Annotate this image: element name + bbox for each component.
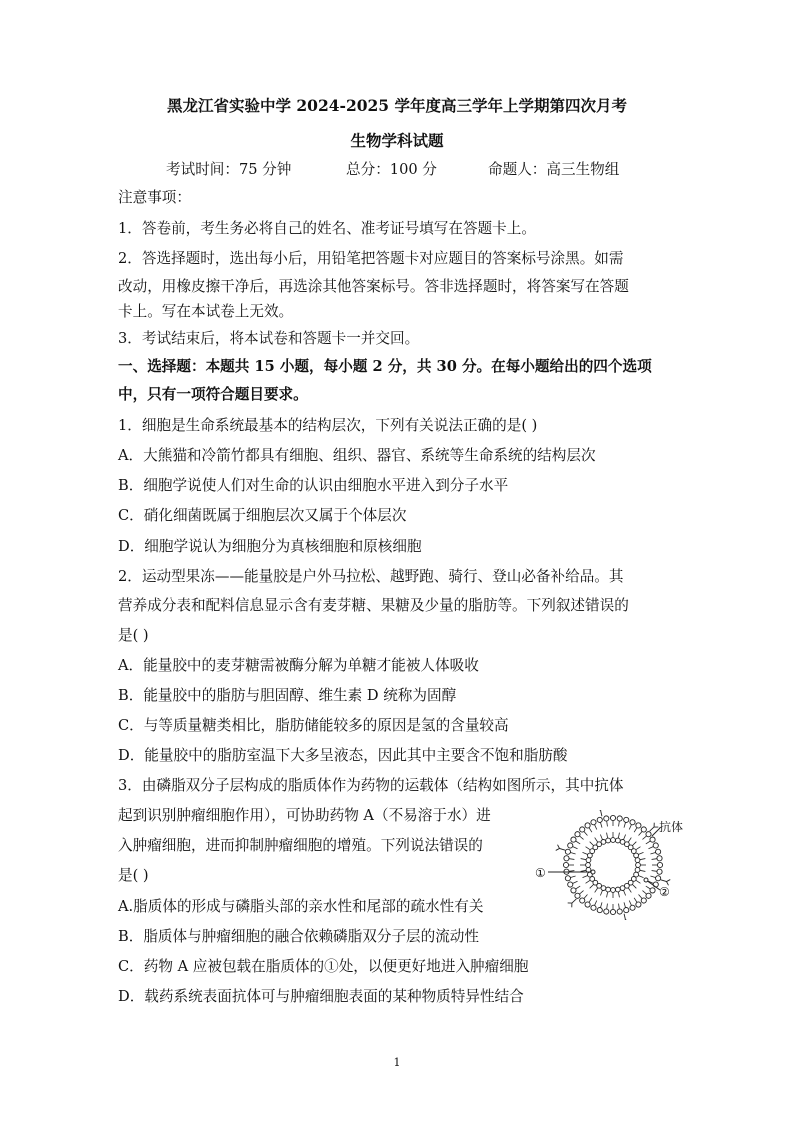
phospholipid-head (610, 815, 615, 820)
antibody-mark (650, 823, 659, 831)
phospholipid-head (586, 858, 591, 863)
phospholipid-head (624, 908, 629, 913)
phospholipid-head (606, 887, 611, 892)
q3-stem-line3: 入肿瘤细胞，进而抑制肿瘤细胞的增殖。下列说法错误的 (118, 837, 483, 854)
exam-time: 考试时间：75 分钟 (166, 161, 292, 178)
q1-option-a: A．大熊猫和冷箭竹都具有细胞、组织、器官、系统等生命系统的结构层次 (118, 447, 596, 464)
phospholipid-head (656, 876, 661, 881)
exam-title: 黑龙江省实验中学 2024-2025 学年度高三学年上学期第四次月考 (166, 96, 627, 115)
liposome-figure (528, 810, 698, 920)
phospholipid-head (610, 909, 615, 914)
phospholipid-head (565, 849, 570, 854)
phospholipid-head (617, 909, 622, 914)
phospholipid-head (636, 823, 641, 828)
label-2: ② (659, 885, 670, 899)
phospholipid-head (585, 902, 590, 907)
phospholipid-head (591, 820, 596, 825)
phospholipid-head (580, 898, 585, 903)
q1-option-d: D．细胞学说认为细胞分为真核细胞和原核细胞 (118, 538, 422, 555)
q3-option-a: A.脂质体的形成与磷脂头部的亲水性和尾部的疏水性有关 (118, 898, 484, 915)
phospholipid-head (604, 909, 609, 914)
q3-option-c: C．药物 A 应被包载在脂质体的①处，以便更好地进入肿瘤细胞 (118, 958, 529, 975)
phospholipid-head (575, 893, 580, 898)
phospholipid-head (568, 843, 573, 848)
phospholipid-head (571, 888, 576, 893)
antibody-label: 抗体 (659, 820, 684, 834)
phospholipid-head (611, 838, 616, 843)
phospholipid-head (646, 832, 651, 837)
phospholipid-head (564, 856, 569, 861)
phospholipid-head (575, 832, 580, 837)
phospholipid-head (641, 898, 646, 903)
exam-author: 命题人：高三生物组 (488, 161, 620, 178)
phospholipid-head (591, 905, 596, 910)
label-1: ① (535, 866, 546, 880)
phospholipid-head (571, 837, 576, 842)
note-item: 1．答卷前，考生务必将自己的姓名、准考证号填写在答题卡上。 (118, 220, 536, 237)
phospholipid-head (630, 905, 635, 910)
q2-stem-line1: 2．运动型果冻——能量胶是户外马拉松、越野跑、骑行、登山必备补给品。其 (118, 568, 624, 585)
phospholipid-head (657, 862, 662, 867)
phospholipid-head (646, 893, 651, 898)
section-heading-line2: 中，只有一项符合题目要求。 (118, 386, 308, 403)
phospholipid-head (611, 888, 616, 893)
phospholipid-head (620, 886, 625, 891)
q3-stem-line1: 3．由磷脂双分子层构成的脂质体作为药物的运载体（结构如图所示，其中抗体 (118, 777, 624, 794)
phospholipid-head (636, 863, 641, 868)
q2-option-c: C．与等质量糖类相比，脂肪储能较多的原因是氢的含量较高 (118, 717, 509, 734)
phospholipid-head (635, 867, 640, 872)
note-item: 卡上。写在本试卷上无效。 (118, 303, 294, 320)
section-heading-line1: 一、选择题：本题共 15 小题，每小题 2 分，共 30 分。在每小题给出的四个选项 (118, 358, 652, 375)
phospholipid-head (657, 856, 662, 861)
phospholipid-head (624, 817, 629, 822)
q1-stem: 1．细胞是生命系统最基本的结构层次，下列有关说法正确的是( ) (118, 417, 538, 434)
q3-option-d: D．载药系统表面抗体可与肿瘤细胞表面的某种物质特异性结合 (118, 988, 524, 1005)
phospholipid-head (615, 887, 620, 892)
phospholipid-head (597, 908, 602, 913)
page-number: 1 (393, 1056, 401, 1069)
q2-option-b: B．能量胶中的脂肪与胆固醇、维生素 D 统称为固醇 (118, 687, 457, 704)
phospholipid-head (636, 902, 641, 907)
phospholipid-head (565, 876, 570, 881)
antibody-mark (623, 914, 629, 920)
phospholipid-head (606, 838, 611, 843)
notes-heading: 注意事项： (118, 189, 191, 206)
antibody-mark (568, 899, 577, 907)
q3-stem-line4: 是( ) (118, 867, 149, 884)
phospholipid-head (568, 882, 573, 887)
phospholipid-head (601, 840, 606, 845)
phospholipid-head (657, 869, 662, 874)
q2-option-a: A．能量胶中的麦芽糖需被酶分解为单糖才能被人体吸收 (118, 657, 479, 674)
q2-stem-line2: 营养成分表和配料信息显示含有麦芽糖、果糖及少量的脂肪等。下列叙述错误的 (118, 597, 629, 614)
q3-option-b: B．脂质体与肿瘤细胞的融合依赖磷脂双分子层的流动性 (118, 928, 479, 945)
phospholipid-head (617, 816, 622, 821)
phospholipid-head (580, 827, 585, 832)
phospholipid-head (653, 882, 658, 887)
q2-option-d: D．能量胶中的脂肪室温下大多呈液态，因此其中主要含不饱和脂肪酸 (118, 747, 568, 764)
phospholipid-head (630, 820, 635, 825)
total-score: 总分：100 分 (346, 161, 437, 178)
note-item: 2．答选择题时，选出每小后，用铅笔把答题卡对应题目的答案标号涂黑。如需 (118, 250, 624, 267)
note-item: 3．考试结束后，将本试卷和答题卡一并交回。 (118, 330, 420, 347)
antibody-mark (597, 810, 603, 816)
phospholipid-head (641, 827, 646, 832)
phospholipid-head (634, 853, 639, 858)
phospholipid-head (653, 843, 658, 848)
phospholipid-head (615, 838, 620, 843)
exam-subtitle: 生物学科试题 (350, 131, 444, 150)
q1-option-c: C．硝化细菌既属于细胞层次又属于个体层次 (118, 507, 407, 524)
q3-stem-line2: 起到识别肿瘤细胞作用），可协助药物 A（不易溶于水）进 (118, 807, 491, 824)
phospholipid-head (563, 862, 568, 867)
phospholipid-head (650, 888, 655, 893)
antibody-mark (556, 845, 565, 851)
phospholipid-head (656, 849, 661, 854)
phospholipid-head (597, 817, 602, 822)
q2-stem-line3: 是( ) (118, 627, 149, 644)
phospholipid-head (585, 823, 590, 828)
phospholipid-head (604, 816, 609, 821)
q1-option-b: B．细胞学说使人们对生命的认识由细胞水平进入到分子水平 (118, 477, 509, 494)
note-item: 改动，用橡皮擦干净后，再选涂其他答案标号。答非选择题时，将答案写在答题 (118, 278, 629, 295)
phospholipid-head (650, 837, 655, 842)
liposome-bilayer (556, 810, 671, 920)
phospholipid-head (635, 858, 640, 863)
phospholipid-head (586, 863, 591, 868)
